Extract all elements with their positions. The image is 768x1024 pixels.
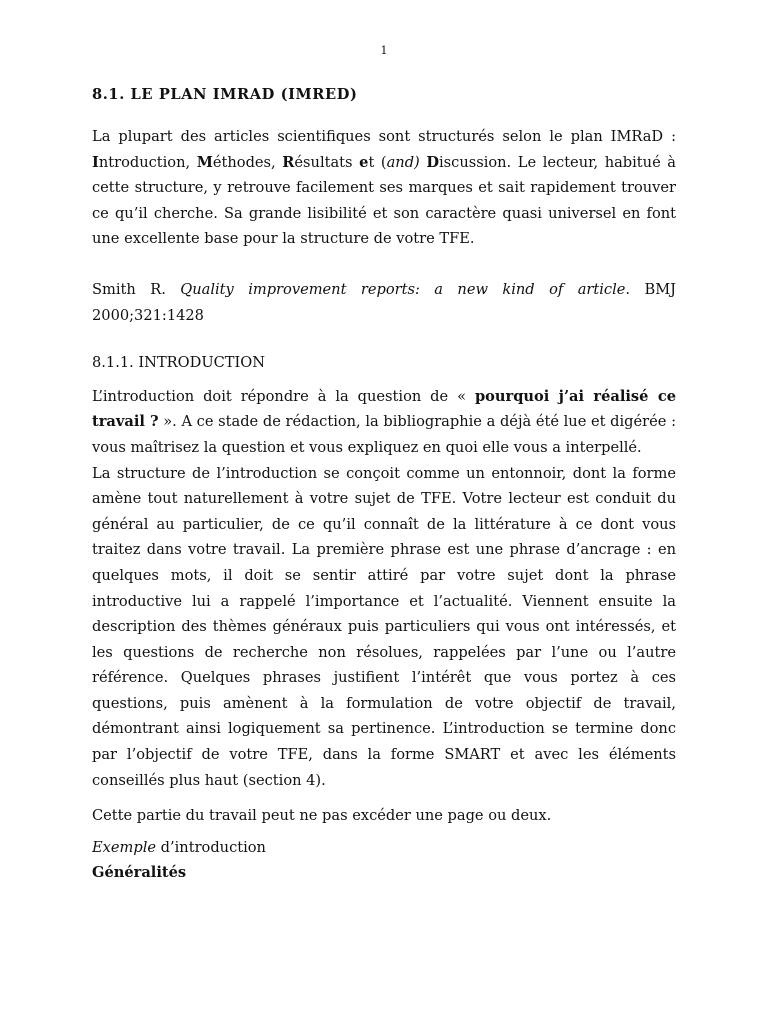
imrad-text-start: La plupart des articles scientifiques sont structurés selon le plan IMRaD : (92, 128, 676, 145)
introduction-paragraph-3: Cette partie du travail peut ne pas excéder une page ou deux. (92, 807, 552, 825)
page-content (92, 84, 676, 886)
example-italic: Exemple (92, 838, 157, 856)
page-number: 1 (380, 44, 388, 57)
letter-r: R (282, 153, 295, 171)
reference-source: . BMJ 2000;321:1428 (92, 280, 676, 324)
letter-e: e (359, 153, 369, 171)
subsection-title: 8.1.1. INTRODUCTION (92, 354, 266, 372)
and-italic: and) (386, 153, 420, 171)
example-line (92, 835, 676, 861)
reference (92, 277, 676, 328)
t-and-open: t ( (368, 153, 387, 171)
introduction-paragraph-2: La structure de l’introduction se conçoit comme un entonnoir, dont la forme amène tout naturellement à votre sujet de TFE. Votre lecteur est conduit du général au particulier, de ce qu’il connaît de la littérature à ce dont vous traitez dans votre travail. La première phrase est une phrase d’ancrage : en quelques mots, il doit se sentir attiré par votre sujet dont la phrase introductive lui a rappelé l’importance et l’actualité. Viennent ensuite la description des thèmes généraux puis particuliers qui vous ont intéressés, et les questions de recherche non résolues, rappelées par l’une ou l’autre référence. Quelques phrases justifient l’intérêt que vous portez à ces questions, puis amènent à la formulation de votre objectif de travail, démontrant ainsi logiquement sa pertinence. L’introduction se termine donc par l’objectif de votre TFE, dans la forme SMART et avec les éléments conseillés plus haut (section 4). (92, 464, 676, 789)
discussion-rest: iscussion. Le lecteur, habitué à cette structure, y retrouve facilement ses marques et sait rapidement trouver ce qu’il cherche. Sa grande lisibilité et son caractère quasi universel en font une excellente base pour la structure de votre TFE. (92, 153, 677, 248)
section-title: 8.1. LE PLAN IMRAD (IMRED) (92, 86, 358, 103)
example-rest: d’introduction (156, 838, 266, 856)
letter-d: D (426, 153, 439, 171)
question-text-end: ». A ce stade de rédaction, la bibliographie a déjà été lue et digérée : vous maîtrisez la question et vous expliquez en quoi elle vous a interpellé. (92, 413, 676, 456)
reference-author: Smith R. (92, 280, 181, 298)
resultats-rest: ésultats (294, 153, 360, 171)
question-bold: pourquoi j’ai réalisé ce travail ? (92, 387, 676, 431)
introduction-rest: ntroduction, (98, 153, 197, 171)
generalites-heading (92, 860, 676, 886)
letter-i: I (92, 153, 99, 171)
question-text-start: L’introduction doit répondre à la question de « (92, 387, 475, 405)
methodes-rest: éthodes, (212, 153, 283, 171)
letter-m: M (196, 153, 213, 171)
imrad-paragraph (92, 124, 676, 252)
generalites-bold: Généralités (92, 864, 187, 882)
introduction-paragraph-1 (92, 384, 676, 461)
reference-title: Quality improvement reports: a new kind of article (180, 280, 626, 298)
